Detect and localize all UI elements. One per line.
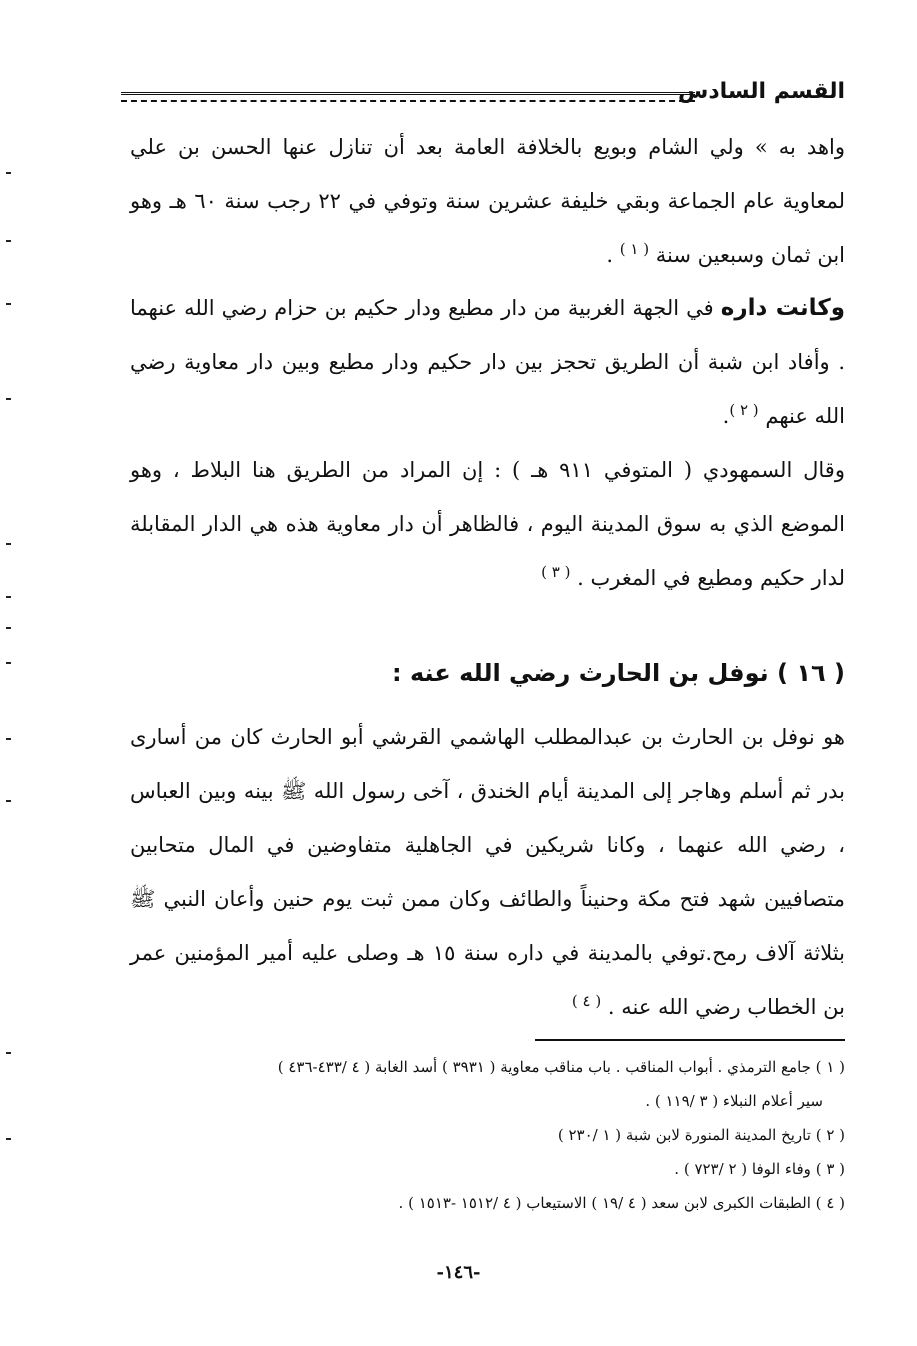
paragraph-1-text: واهد به » ولي الشام وبويع بالخلافة العامة بعد أن تنازل عنها الحسن بن علي لمعاوية عام الجماعة وبقي خليفة عشرين سنة وتوفي في ٢٢ رجب سنة ٦٠ هـ وهو ابن ثمان وسبعين سنة <box>130 135 845 267</box>
paragraph-1-end: . <box>606 243 614 267</box>
paragraph-3 <box>130 443 845 605</box>
header-rule-dashed <box>121 100 695 102</box>
margin-mark <box>6 596 11 598</box>
margin-mark <box>6 738 11 740</box>
margin-mark <box>6 1052 11 1054</box>
margin-mark <box>6 398 11 400</box>
page-number: -١٤٦- <box>436 1262 481 1283</box>
footnote-2: ( ٢ ) تاريخ المدينة المنورة لابن شبة ( ١ /٢٣٠ ) <box>557 1126 845 1144</box>
margin-mark <box>6 240 11 242</box>
margin-mark <box>6 172 11 174</box>
margin-mark <box>6 543 11 545</box>
footnote-divider <box>535 1039 845 1041</box>
margin-mark <box>6 800 11 802</box>
footnote-ref-1: ( ١ ) <box>619 240 650 258</box>
footnote-3: ( ٣ ) وفاء الوفا ( ٢ /٧٢٣ ) . <box>674 1160 845 1178</box>
footnote-4: ( ٤ ) الطبقات الكبرى لابن سعد ( ٤ /١٩ ) الاستيعاب ( ٤ /١٥١٢ -١٥١٣ ) . <box>398 1194 845 1212</box>
margin-mark <box>6 627 11 629</box>
margin-mark <box>6 662 11 664</box>
footnote-ref-3: ( ٣ ) <box>541 563 571 581</box>
paragraph-2-end: . <box>722 404 730 428</box>
margin-mark <box>6 303 11 305</box>
header-rule <box>121 92 695 95</box>
paragraph-2-text: في الجهة الغربية من دار مطيع ودار حكيم بن حزام رضي الله عنهما . وأفاد ابن شبة أن الطريق تحجز بين دار حكيم ودار مطيع وبين دار معاوية رضي الله عنهم <box>130 296 845 428</box>
paragraph-1 <box>130 120 845 282</box>
paragraph-2-lead: وكانت داره <box>720 295 845 321</box>
footnote-1-continuation: سير أعلام النبلاء ( ٣ /١١٩ ) . <box>645 1092 823 1110</box>
section-heading: ( ١٦ ) نوفل بن الحارث رضي الله عنه : <box>392 659 845 687</box>
footnote-ref-4: ( ٤ ) <box>571 992 602 1010</box>
section-paragraph-text: هو نوفل بن الحارث بن عبدالمطلب الهاشمي القرشي أبو الحارث كان من أسارى بدر ثم أسلم وهاجر إلى المدينة أيام الخندق ، آخى رسول الله ﷺ بينه وبين العباس ، رضي الله عنهما ، وكانا شريكين في الجاهلية متفاوضين في المال متحابين متصافيين شهد فتح مكة وحنيناً والطائف وكان ممن ثبت يوم حنين وأعان النبي ﷺ بثلاثة آلاف رمح.توفي بالمدينة في داره سنة ١٥ هـ وصلى عليه أمير المؤمنين عمر بن الخطاب رضي الله عنه . <box>130 725 845 1019</box>
paragraph-3-text: وقال السمهودي ( المتوفي ٩١١ هـ ) : إن المراد من الطريق هنا البلاط ، وهو الموضع الذي به سوق المدينة اليوم ، فالظاهر أن دار معاوية هذه هي الدار المقابلة لدار حكيم ومطيع في المغرب . <box>130 458 845 590</box>
paragraph-2 <box>130 281 845 443</box>
footnotes <box>130 1050 845 1220</box>
running-header <box>121 74 845 114</box>
header-title: القسم السادس <box>677 79 845 104</box>
margin-mark <box>6 1138 11 1140</box>
footnote-1: ( ١ ) جامع الترمذي . أبواب المناقب . باب مناقب معاوية ( ٣٩٣١ ) أسد الغابة ( ٤ /٤٣٣-٤٣٦ ) <box>277 1058 845 1076</box>
footnote-ref-2: ( ٢ ) <box>729 401 759 419</box>
section-paragraph <box>130 710 845 1034</box>
